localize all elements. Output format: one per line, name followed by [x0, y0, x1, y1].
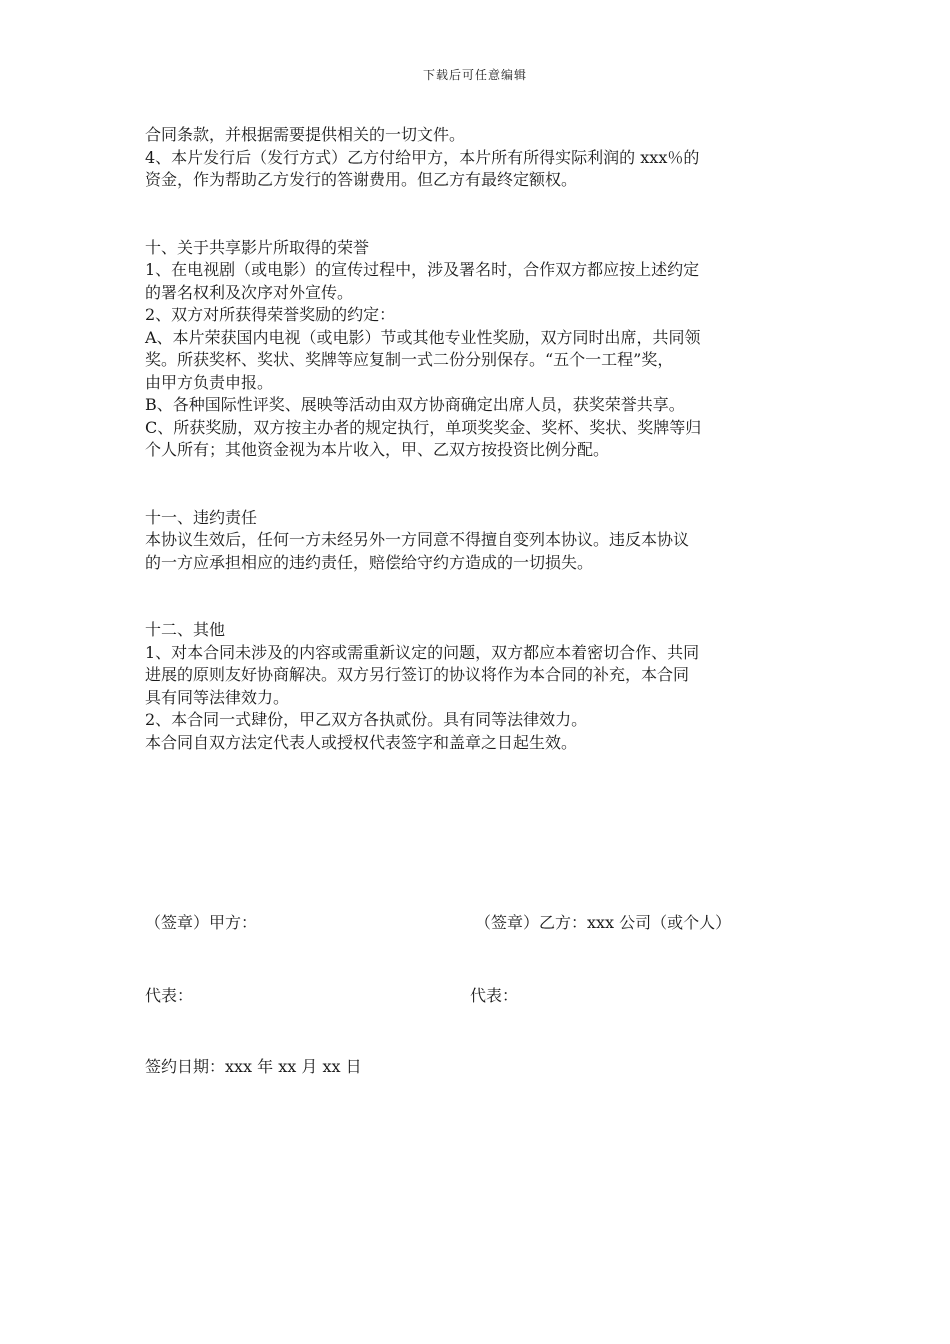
- paragraph-line: 具有同等法律效力。: [145, 687, 290, 707]
- paragraph-line: 4、本片发行后（发行方式）乙方付给甲方，本片所有所得实际利润的 xxx％的: [145, 147, 700, 167]
- paragraph-line: 由甲方负责申报。: [145, 372, 274, 392]
- paragraph-line: 1、在电视剧（或电影）的宣传过程中，涉及署名时，合作双方都应按上述约定: [145, 260, 700, 279]
- section-title-10: 十、关于共享影片所取得的荣誉: [145, 237, 370, 257]
- representative-a: 代表：: [145, 986, 194, 1005]
- paragraph-line: 的一方应承担相应的违约责任，赔偿给守约方造成的一切损失。: [145, 552, 594, 572]
- contract-body: [145, 124, 810, 754]
- paragraph-line: 进展的原则友好协商解决。双方另行签订的协议将作为本合同的补充，本合同: [145, 665, 690, 684]
- paragraph-line: B、各种国际性评奖、展映等活动由双方协商确定出席人员，获奖荣誉共享。: [145, 395, 685, 414]
- paragraph-line: 本协议生效后，任何一方未经另外一方同意不得擅自变列本协议。违反本协议: [145, 530, 690, 549]
- paragraph-line: 2、本合同一式肆份，甲乙双方各执贰份。具有同等法律效力。: [145, 710, 588, 729]
- representative-b: 代表：: [470, 986, 519, 1005]
- paragraph-line: 个人所有；其他资金视为本片收入，甲、乙双方按投资比例分配。: [145, 440, 610, 459]
- paragraph-line: 2、双方对所获得荣誉奖励的约定：: [145, 305, 396, 324]
- paragraph-line: 资金，作为帮助乙方发行的答谢费用。但乙方有最终定额权。: [145, 170, 578, 189]
- paragraph-line: 的署名权利及次序对外宣传。: [145, 282, 354, 302]
- paragraph-line: 1、对本合同未涉及的内容或需重新议定的问题，双方都应本着密切合作、共同: [145, 642, 700, 662]
- paragraph-line: 本合同自双方法定代表人或授权代表签字和盖章之日起生效。: [145, 732, 578, 752]
- section-title-11: 十一、违约责任: [145, 507, 258, 527]
- page-header: 下载后可任意编辑: [422, 68, 527, 82]
- paragraph-line: 奖。所获奖杯、奖状、奖牌等应复制一式二份分别保存。“五个一工程”奖，: [145, 350, 674, 369]
- party-b-signature: （签章）乙方：xxx 公司（或个人）: [475, 913, 732, 932]
- paragraph-line: 合同条款，并根据需要提供相关的一切文件。: [145, 125, 466, 144]
- paragraph-line: C、所获奖励，双方按主办者的规定执行，单项奖奖金、奖杯、奖状、奖牌等归: [145, 417, 702, 437]
- paragraph-line: A、本片荣获国内电视（或电影）节或其他专业性奖励，双方同时出席，共同领: [145, 327, 701, 347]
- signing-date: 签约日期：xxx 年 xx 月 xx 日: [145, 1057, 362, 1076]
- party-a-signature: （签章）甲方：: [145, 913, 258, 932]
- section-title-12: 十二、其他: [145, 620, 226, 639]
